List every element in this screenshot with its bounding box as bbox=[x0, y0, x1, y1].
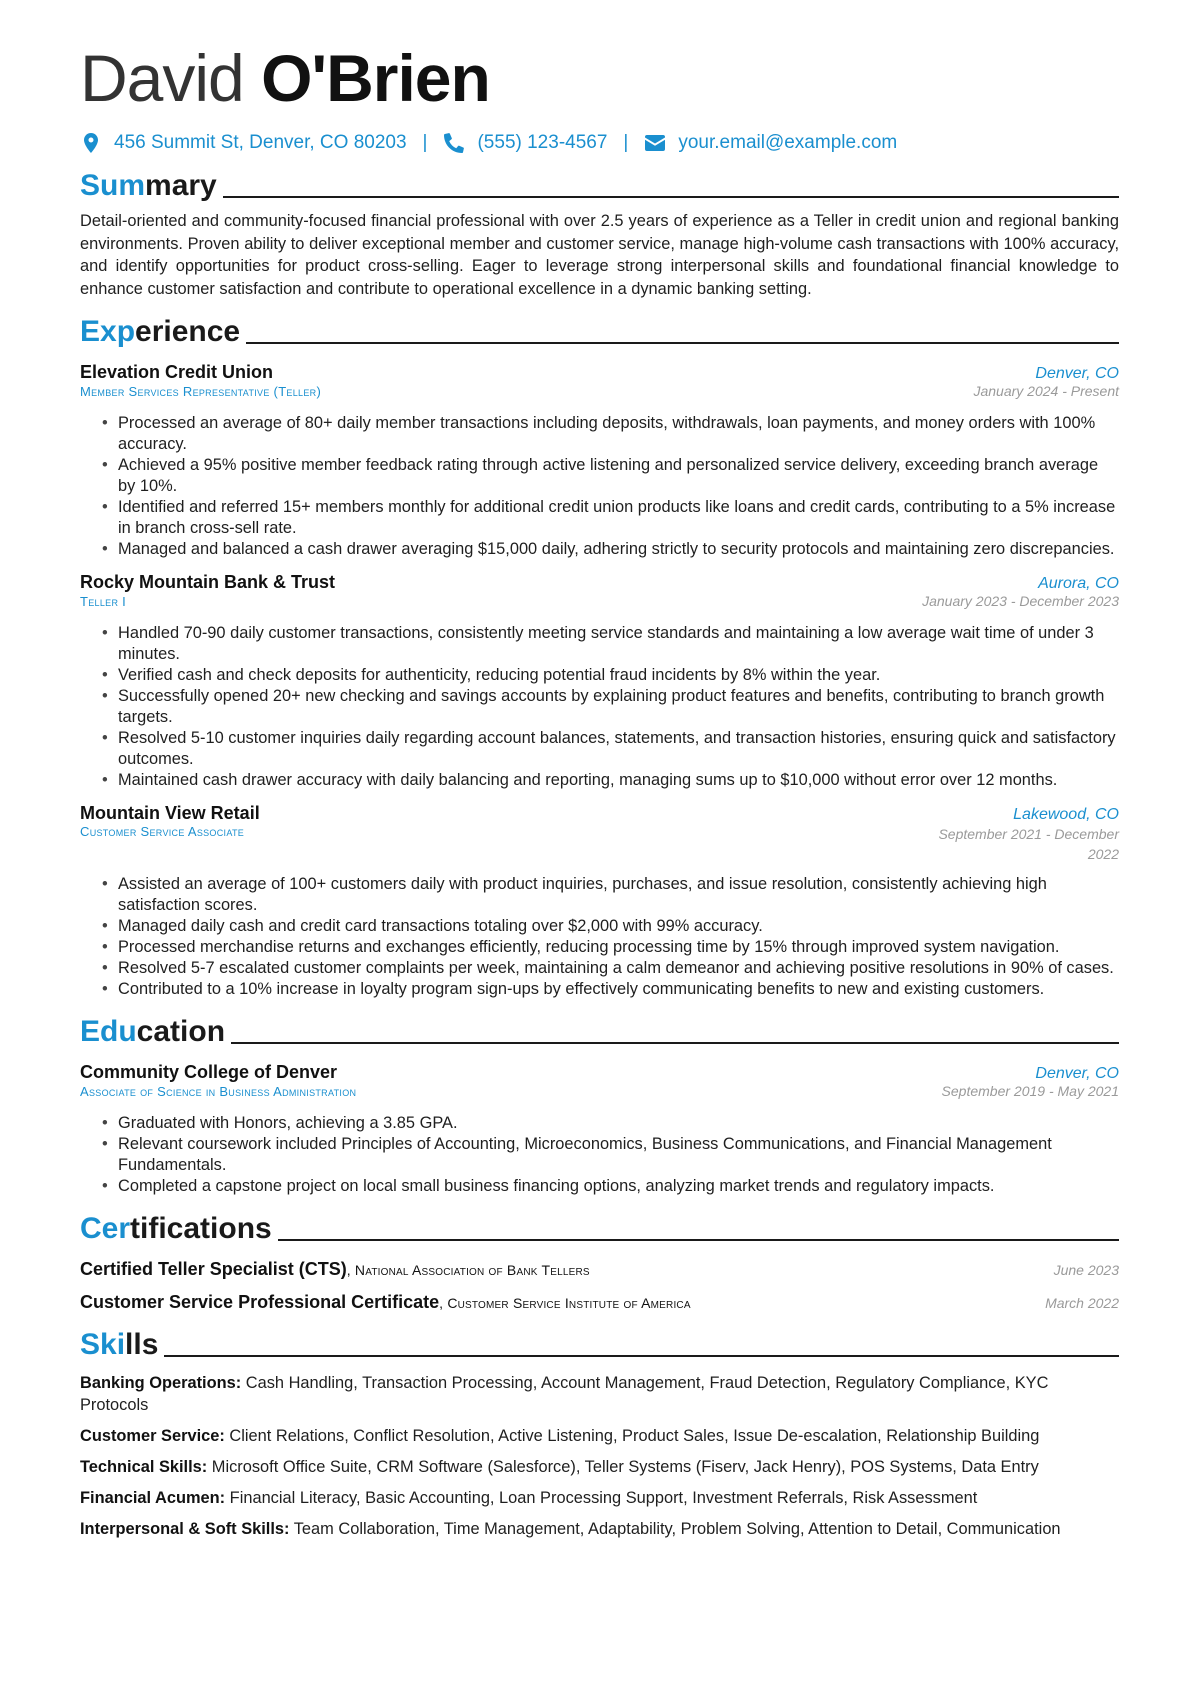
list-item: • Assisted an average of 100+ customers daily with product inquiries, purchases, and issue resolution, consistently achieving high satisfaction scores. bbox=[80, 874, 1119, 916]
skill-label: Interpersonal & Soft Skills: bbox=[80, 1520, 290, 1539]
address-text: 456 Summit St, Denver, CO 80203 bbox=[114, 132, 407, 153]
certification-name: Customer Service Professional Certificate bbox=[80, 1292, 440, 1313]
section-rule bbox=[164, 1355, 1119, 1357]
section-rule bbox=[246, 342, 1119, 344]
experience-entry bbox=[80, 803, 1119, 1000]
certification-issuer: , Customer Service Institute of America bbox=[439, 1295, 691, 1312]
first-name: David bbox=[80, 41, 244, 115]
skill-label: Banking Operations: bbox=[80, 1374, 242, 1393]
section-rule bbox=[278, 1239, 1119, 1241]
section-title: Certifications bbox=[80, 1212, 272, 1246]
job-bullets bbox=[80, 874, 1119, 1000]
section-title: Summary bbox=[80, 169, 217, 202]
job-location: Denver, CO bbox=[1035, 365, 1119, 383]
skill-label: Customer Service: bbox=[80, 1427, 225, 1446]
list-item: • Completed a capstone project on local small business financing options, analyzing market trends and regulatory impacts. bbox=[80, 1176, 1119, 1197]
experience-heading bbox=[80, 314, 1119, 350]
summary-heading bbox=[80, 168, 1119, 204]
skill-values: Client Relations, Conflict Resolution, Active Listening, Product Sales, Issue De-escalation, Relationship Building bbox=[224, 1427, 1040, 1446]
skill-line bbox=[80, 1425, 1119, 1447]
skill-label: Financial Acumen: bbox=[80, 1489, 226, 1508]
list-item: • Resolved 5-10 customer inquiries daily regarding account balances, statements, and transaction histories, ensuring quick and satisfactory outcomes. bbox=[80, 728, 1119, 770]
list-item: • Identified and referred 15+ members monthly for additional credit union products like loans and credit cards, contributing to a 5% increase in branch cross-sell rate. bbox=[80, 497, 1119, 539]
skills-heading bbox=[80, 1327, 1119, 1363]
email-item[interactable] bbox=[644, 132, 897, 154]
list-item: • Achieved a 95% positive member feedback rating through active listening and personalized service delivery, exceeding branch average by 10%. bbox=[80, 455, 1119, 497]
certification-date: March 2022 bbox=[1045, 1295, 1119, 1312]
candidate-name bbox=[80, 38, 1119, 118]
skill-values: Financial Literacy, Basic Accounting, Loan Processing Support, Investment Referrals, Risk Assessment bbox=[225, 1489, 978, 1508]
list-item: • Resolved 5-7 escalated customer complaints per week, maintaining a calm demeanor and achieving positive resolutions in 90% of cases. bbox=[80, 958, 1119, 979]
education-heading bbox=[80, 1014, 1119, 1050]
job-role: Teller I bbox=[80, 594, 127, 610]
certification-date: June 2023 bbox=[1053, 1262, 1119, 1279]
certification-item bbox=[80, 1292, 1119, 1313]
phone-icon bbox=[443, 132, 465, 154]
certifications-heading bbox=[80, 1211, 1119, 1247]
section-title: Education bbox=[80, 1015, 226, 1049]
job-location: Lakewood, CO bbox=[1013, 806, 1119, 824]
skill-line bbox=[80, 1518, 1119, 1540]
education-dates: September 2019 - May 2021 bbox=[941, 1083, 1119, 1100]
experience-entry bbox=[80, 572, 1119, 791]
school-name: Community College of Denver bbox=[80, 1062, 338, 1083]
phone-item bbox=[443, 132, 607, 154]
education-bullets bbox=[80, 1113, 1119, 1197]
section-rule bbox=[223, 196, 1119, 198]
skill-values: Cash Handling, Transaction Processing, Account Management, Fraud Detection, Regulatory Compliance, KYC Protocols bbox=[80, 1374, 1049, 1415]
list-item: • Verified cash and check deposits for authenticity, reducing potential fraud incidents by 8% within the year. bbox=[80, 665, 1119, 686]
job-role: Member Services Representative (Teller) bbox=[80, 384, 322, 400]
job-bullets bbox=[80, 623, 1119, 791]
certification-issuer: , National Association of Bank Tellers bbox=[346, 1262, 590, 1279]
skill-values: Team Collaboration, Time Management, Adaptability, Problem Solving, Attention to Detail, Communication bbox=[289, 1520, 1061, 1539]
list-item: • Processed an average of 80+ daily member transactions including deposits, withdrawals, loan payments, and money orders with 100% accuracy. bbox=[80, 413, 1119, 455]
job-location: Aurora, CO bbox=[1038, 575, 1119, 593]
company-name: Mountain View Retail bbox=[80, 803, 260, 824]
list-item: • Managed and balanced a cash drawer averaging $15,000 daily, adhering strictly to security protocols and maintaining zero discrepancies. bbox=[80, 539, 1119, 560]
job-dates: September 2021 - December 2022 bbox=[938, 826, 1119, 863]
list-item: • Managed daily cash and credit card transactions totaling over $2,000 with 99% accuracy. bbox=[80, 916, 1119, 937]
section-title: Skills bbox=[80, 1328, 159, 1362]
job-role: Customer Service Associate bbox=[80, 824, 245, 840]
section-rule bbox=[231, 1042, 1119, 1044]
list-item: • Successfully opened 20+ new checking and savings accounts by explaining product features and benefits, contributing to branch growth targets. bbox=[80, 686, 1119, 728]
phone-text: (555) 123-4567 bbox=[477, 132, 608, 153]
skill-line bbox=[80, 1487, 1119, 1509]
address-item bbox=[80, 132, 407, 154]
certification-item bbox=[80, 1259, 1119, 1280]
experience-entry bbox=[80, 362, 1119, 560]
company-name: Rocky Mountain Bank & Trust bbox=[80, 572, 336, 593]
last-name: O'Brien bbox=[261, 41, 490, 115]
skill-line bbox=[80, 1456, 1119, 1478]
skill-label: Technical Skills: bbox=[80, 1458, 208, 1477]
map-pin-icon bbox=[80, 132, 102, 154]
email-link[interactable]: your.email@example.com bbox=[678, 132, 898, 153]
company-name: Elevation Credit Union bbox=[80, 362, 274, 383]
list-item: • Graduated with Honors, achieving a 3.85 GPA. bbox=[80, 1113, 1119, 1134]
contact-line bbox=[80, 132, 1119, 154]
skill-values: Microsoft Office Suite, CRM Software (Salesforce), Teller Systems (Fiserv, Jack Henry), POS Systems, Data Entry bbox=[207, 1458, 1039, 1477]
school-location: Denver, CO bbox=[1035, 1065, 1119, 1083]
education-entry bbox=[80, 1062, 1119, 1197]
contact-separator: | bbox=[623, 132, 629, 153]
certification-name: Certified Teller Specialist (CTS) bbox=[80, 1259, 347, 1280]
list-item: • Handled 70-90 daily customer transactions, consistently meeting service standards and maintaining a low average wait time of under 3 minutes. bbox=[80, 623, 1119, 665]
degree: Associate of Science in Business Administration bbox=[80, 1084, 357, 1100]
list-item: • Processed merchandise returns and exchanges efficiently, reducing processing time by 15% through improved system navigation. bbox=[80, 937, 1119, 958]
summary-text: Detail-oriented and community-focused financial professional with over 2.5 years of experience as a Teller in credit union and regional banking environments. Proven ability to deliver exceptional member and customer service, manage high-volume cash transactions with 100% accuracy, and identify opportunities for product cross-selling. Eager to leverage strong interpersonal skills and foundational financial knowledge to enhance customer satisfaction and contribute to operational excellence in a dynamic banking setting. bbox=[80, 212, 1119, 298]
list-item: • Maintained cash drawer accuracy with daily balancing and reporting, managing sums up to $10,000 without error over 12 months. bbox=[80, 770, 1119, 791]
section-title: Experience bbox=[80, 315, 241, 349]
list-item: • Relevant coursework included Principles of Accounting, Microeconomics, Business Communications, and Financial Management Fundamentals. bbox=[80, 1134, 1119, 1176]
job-dates: January 2024 - Present bbox=[973, 383, 1119, 400]
list-item: • Contributed to a 10% increase in loyalty program sign-ups by effectively communicating benefits to new and existing customers. bbox=[80, 979, 1119, 1000]
envelope-icon bbox=[644, 132, 666, 154]
contact-separator: | bbox=[422, 132, 428, 153]
skill-line bbox=[80, 1372, 1119, 1416]
job-dates: January 2023 - December 2023 bbox=[922, 593, 1119, 610]
job-bullets bbox=[80, 413, 1119, 560]
